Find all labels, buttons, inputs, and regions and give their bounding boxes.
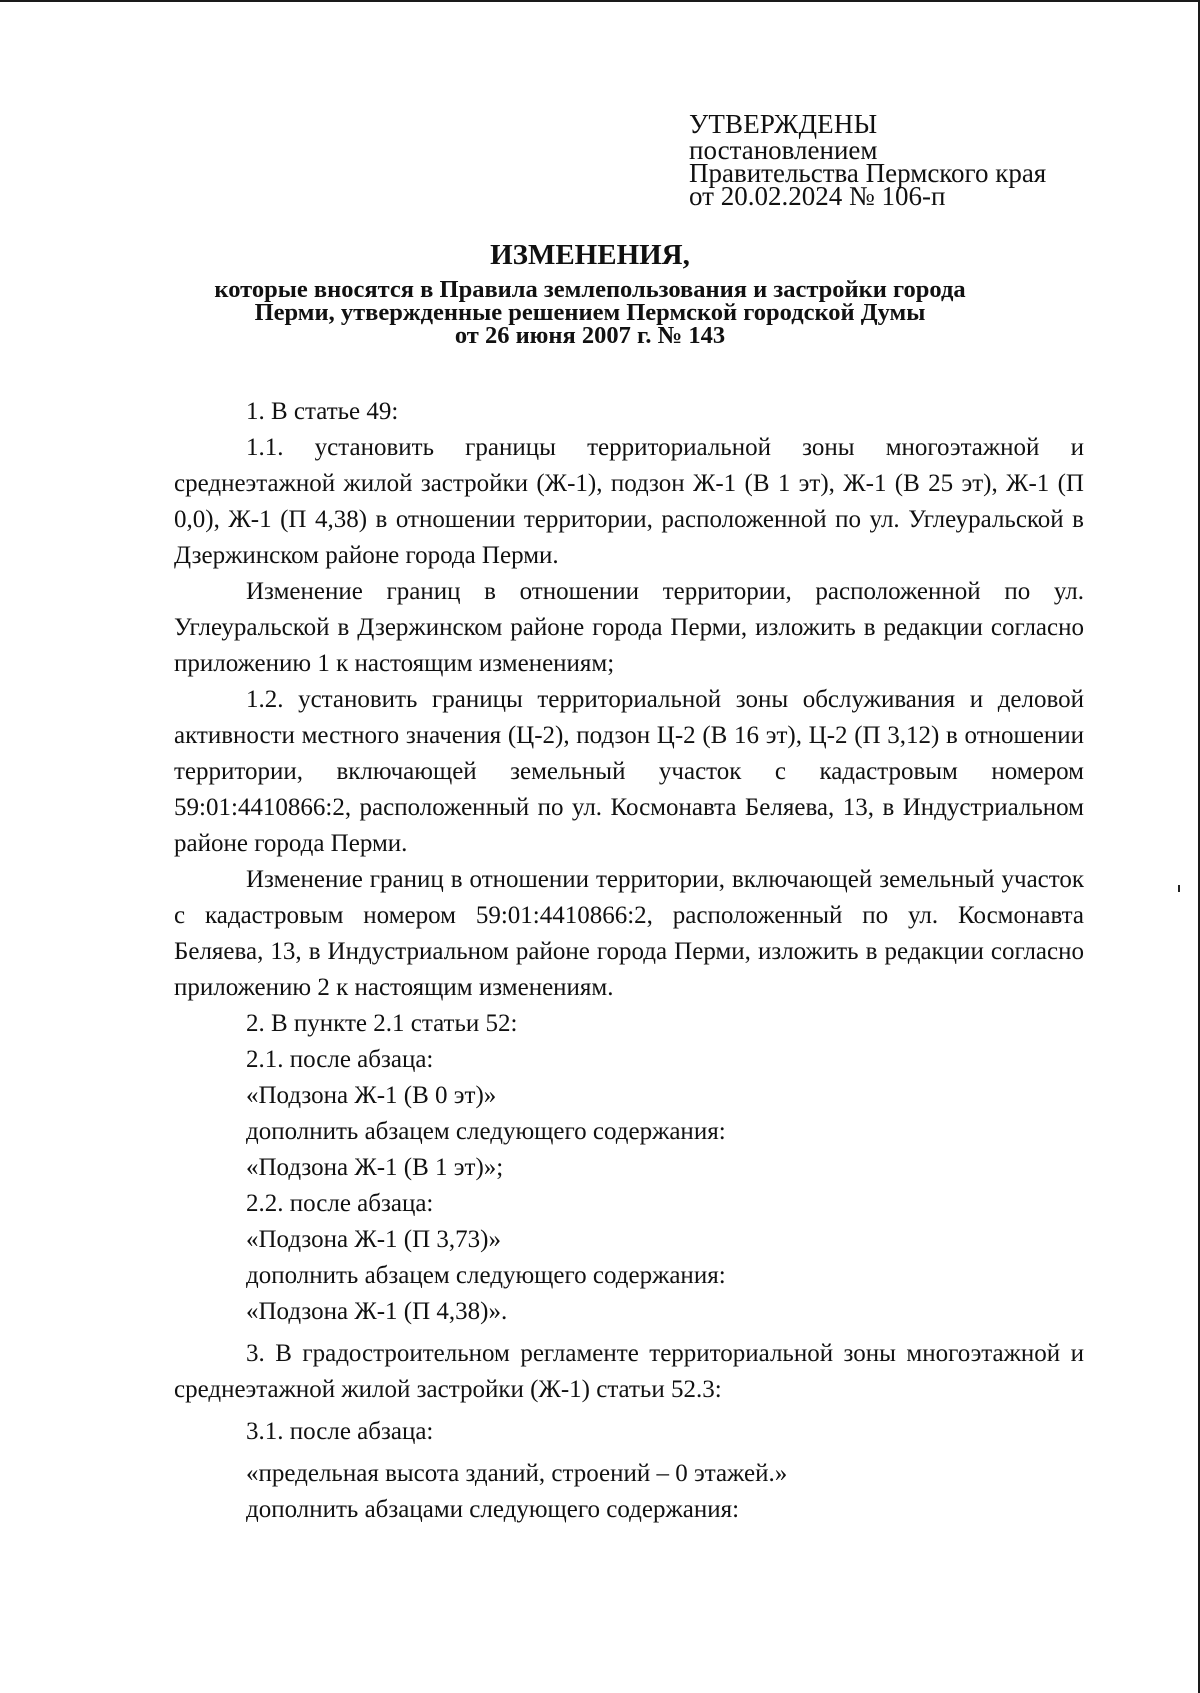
supplement-line-3: дополнить абзацами следующего содержания:: [246, 1496, 740, 1523]
document-subtitle: [150, 278, 1030, 347]
scan-edge-top: [0, 0, 1200, 2]
quote-zone-p438: «Подзона Ж-1 (П 4,38)».: [246, 1298, 508, 1325]
approval-line-1: постановлением: [689, 135, 878, 165]
subtitle-line-1: которые вносятся в Правила землепользования и застройки города: [214, 276, 966, 303]
paragraph-2-1: 2.1. после абзаца:: [246, 1046, 434, 1073]
paragraph-1-1-change: Изменение границ в отношении территории, расположенной по ул. Углеуральской в Дзержинском районе города Перми, изложить в редакции согласно приложению 1 к настоящим изменениям;: [174, 578, 1084, 677]
quote-zone-v1: «Подзона Ж-1 (В 1 эт)»;: [246, 1154, 504, 1181]
approval-block: [689, 109, 1109, 211]
paragraph-1: 1. В статье 49:: [246, 398, 399, 425]
approval-line-2: Правительства Пермского края: [689, 158, 1047, 188]
paragraph-1-2: 1.2. установить границы территориальной зоны обслуживания и деловой активности местного значения (Ц-2), подзон Ц-2 (В 16 эт), Ц-2 (П 3,12) в отношении территории, включающей земельный участок с кадастровым номером 59:01:4410866:2, расположенный по ул. Космонавта Беляева, 13, в Индустриальном районе города Перми.: [174, 686, 1084, 857]
paragraph-2-2: 2.2. после абзаца:: [246, 1190, 434, 1217]
document-body: [174, 394, 1084, 1528]
approval-line-3: от 20.02.2024 № 106-п: [689, 181, 946, 211]
approval-title: УТВЕРЖДЕНЫ: [689, 109, 878, 139]
document-title: ИЗМЕНЕНИЯ,: [490, 239, 690, 271]
supplement-line-1: дополнить абзацем следующего содержания:: [246, 1118, 726, 1145]
supplement-line-2: дополнить абзацем следующего содержания:: [246, 1262, 726, 1289]
subtitle-line-2: Перми, утвержденные решением Пермской городской Думы: [254, 299, 926, 326]
paragraph-3-1: 3.1. после абзаца:: [246, 1418, 434, 1445]
paragraph-1-1: 1.1. установить границы территориальной зоны многоэтажной и среднеэтажной жилой застройки (Ж-1), подзон Ж-1 (В 1 эт), Ж-1 (В 25 эт), Ж-1 (П 0,0), Ж-1 (П 4,38) в отношении территории, расположенной по ул. Углеуральской в Дзержинском районе города Перми.: [174, 434, 1084, 569]
subtitle-line-3: от 26 июня 2007 г. № 143: [454, 322, 726, 349]
quote-zone-v0: «Подзона Ж-1 (В 0 эт)»: [246, 1082, 497, 1109]
scan-speck: [1178, 885, 1180, 892]
paragraph-3: 3. В градостроительном регламенте территориальной зоны многоэтажной и среднеэтажной жилой застройки (Ж-1) статьи 52.3:: [174, 1340, 1084, 1403]
paragraph-2: 2. В пункте 2.1 статьи 52:: [246, 1010, 518, 1037]
quote-height-limit: «предельная высота зданий, строений – 0 этажей.»: [246, 1460, 788, 1487]
paragraph-1-2-change: Изменение границ в отношении территории, включающей земельный участок с кадастровым номером 59:01:4410866:2, расположенный по ул. Космонавта Беляева, 13, в Индустриальном районе города Перми, изложить в редакции согласно приложению 2 к настоящим изменениям.: [174, 866, 1084, 1001]
quote-zone-p373: «Подзона Ж-1 (П 3,73)»: [246, 1226, 501, 1253]
